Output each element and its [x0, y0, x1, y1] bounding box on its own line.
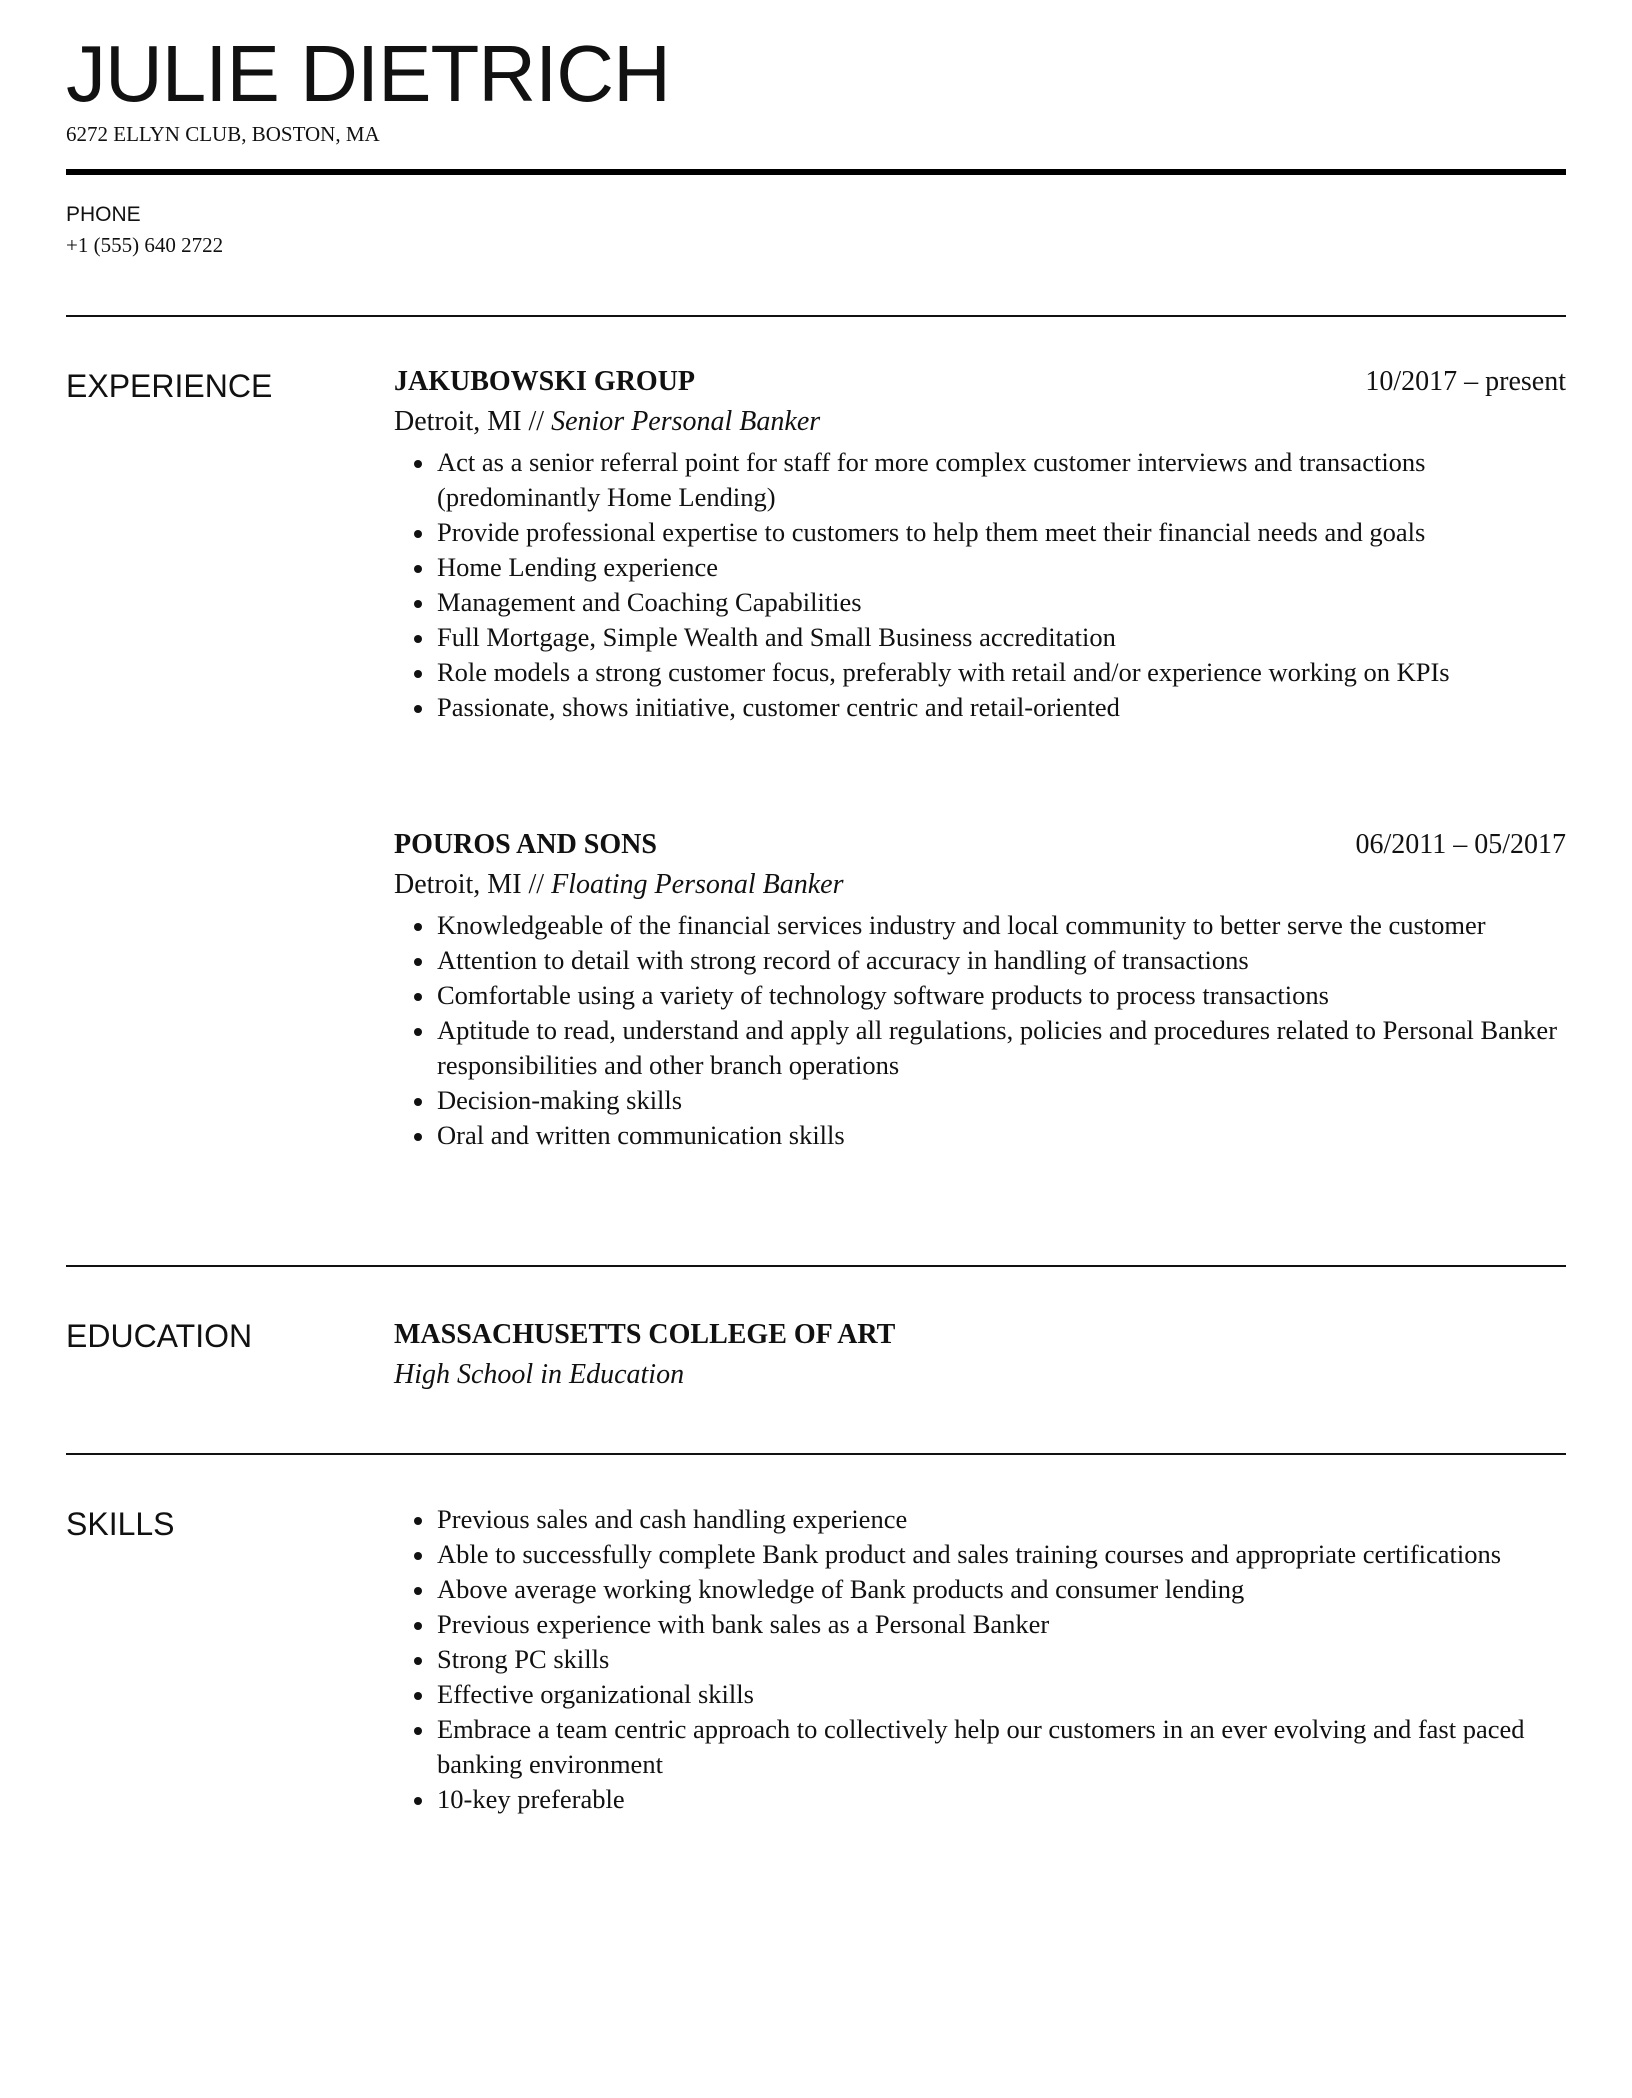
phone-number: +1 (555) 640 2722	[66, 233, 224, 257]
job-dates: 10/2017 – present	[1365, 366, 1566, 397]
skills-entry	[394, 1502, 1566, 1817]
education-entry	[394, 1315, 1566, 1395]
job-header	[394, 362, 1566, 402]
education-section-title: EDUCATION	[66, 1318, 253, 1354]
education-school: MASSACHUSETTS COLLEGE OF ART	[394, 1319, 896, 1350]
list-item: Embrace a team centric approach to collectively help our customers in an ever evolving and fast paced banking environment	[437, 1712, 1566, 1782]
job-subtitle	[394, 402, 1566, 442]
list-item: Comfortable using a variety of technology software products to process transactions	[437, 978, 1566, 1013]
list-item: Provide professional expertise to customers to help them meet their financial needs and goals	[437, 515, 1566, 550]
education-header	[394, 1315, 1566, 1355]
list-item: Above average working knowledge of Bank products and consumer lending	[437, 1572, 1566, 1607]
job-role: Floating Personal Banker	[551, 869, 844, 900]
list-item: 10-key preferable	[437, 1782, 1566, 1817]
list-item: Able to successfully complete Bank product and sales training courses and appropriate certifications	[437, 1537, 1566, 1572]
job-entry	[394, 825, 1566, 1153]
list-item: Strong PC skills	[437, 1642, 1566, 1677]
job-dates: 06/2011 – 05/2017	[1355, 829, 1566, 860]
skills-list	[394, 1502, 1566, 1817]
section-divider	[66, 1453, 1566, 1455]
experience-section-title: EXPERIENCE	[66, 368, 273, 404]
education-degree: High School in Education	[394, 1359, 685, 1390]
job-subtitle	[394, 865, 1566, 905]
job-bullets	[394, 908, 1566, 1153]
list-item: Effective organizational skills	[437, 1677, 1566, 1712]
list-item: Management and Coaching Capabilities	[437, 585, 1566, 620]
candidate-address: 6272 ELLYN CLUB, BOSTON, MA	[66, 122, 380, 146]
phone-label: PHONE	[66, 203, 141, 226]
list-item: Role models a strong customer focus, preferably with retail and/or experience working on KPIs	[437, 655, 1566, 690]
list-item: Attention to detail with strong record of accuracy in handling of transactions	[437, 943, 1566, 978]
job-entry	[394, 362, 1566, 725]
section-divider	[66, 1265, 1566, 1267]
job-location: Detroit, MI	[394, 869, 522, 900]
list-item: Aptitude to read, understand and apply all regulations, policies and procedures related to Personal Banker responsibilities and other branch operations	[437, 1013, 1566, 1083]
list-item: Home Lending experience	[437, 550, 1566, 585]
skills-section-title: SKILLS	[66, 1506, 175, 1542]
list-item: Knowledgeable of the financial services industry and local community to better serve the customer	[437, 908, 1566, 943]
list-item: Previous experience with bank sales as a Personal Banker	[437, 1607, 1566, 1642]
list-item: Decision-making skills	[437, 1083, 1566, 1118]
job-separator: //	[528, 406, 545, 437]
list-item: Act as a senior referral point for staff for more complex customer interviews and transactions (predominantly Home Lending)	[437, 445, 1566, 515]
header-divider	[66, 169, 1566, 175]
job-role: Senior Personal Banker	[551, 406, 821, 437]
job-location: Detroit, MI	[394, 406, 522, 437]
list-item: Previous sales and cash handling experience	[437, 1502, 1566, 1537]
job-company: POUROS AND SONS	[394, 829, 657, 860]
list-item: Full Mortgage, Simple Wealth and Small Business accreditation	[437, 620, 1566, 655]
job-bullets	[394, 445, 1566, 725]
section-divider	[66, 315, 1566, 317]
job-separator: //	[528, 869, 545, 900]
candidate-name: JULIE DIETRICH	[66, 29, 670, 118]
list-item: Oral and written communication skills	[437, 1118, 1566, 1153]
job-header	[394, 825, 1566, 865]
list-item: Passionate, shows initiative, customer centric and retail-oriented	[437, 690, 1566, 725]
job-company: JAKUBOWSKI GROUP	[394, 366, 696, 397]
